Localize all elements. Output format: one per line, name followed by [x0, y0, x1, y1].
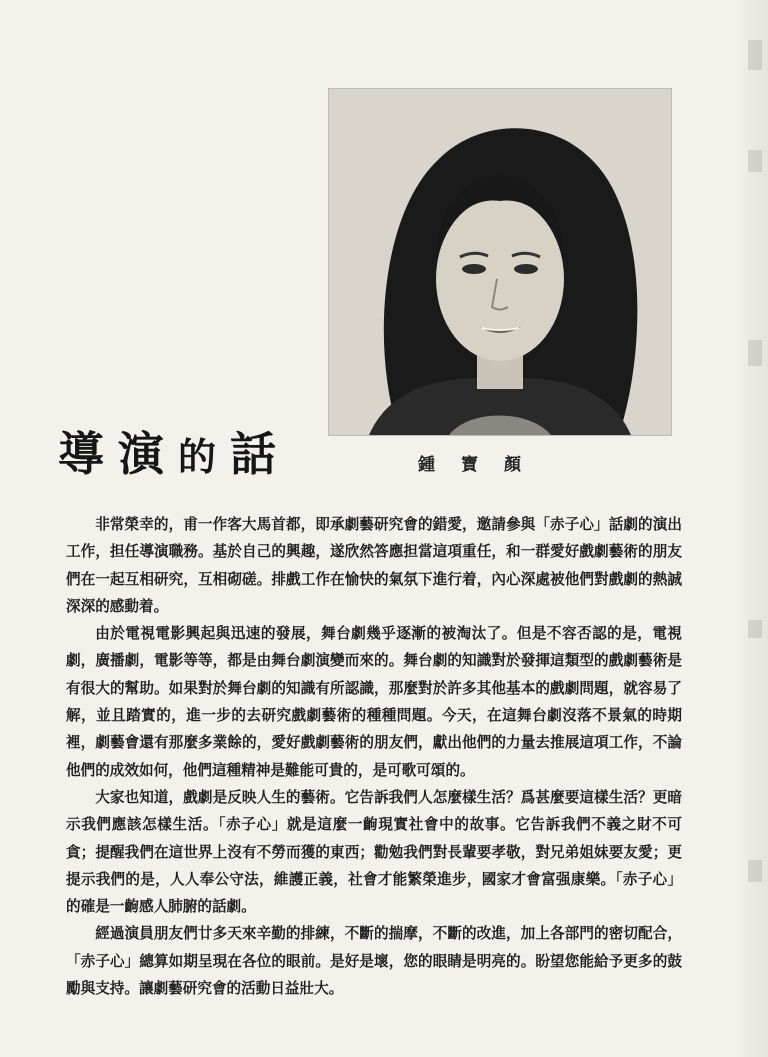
bleed-mark — [748, 860, 762, 882]
paragraph-2: 由於電視電影興起與迅速的發展，舞台劇幾乎逐漸的被淘汰了。但是不容否認的是，電視劇，廣播劇，電影等等，都是由舞台劇演變而來的。舞台劇的知識對於發揮這類型的戲劇藝術是有很大的幫助。如果對於舞台劇的知識有所認識，那麼對於許多其他基本的戲劇問題，就容易了解，並且踏實的，進一步的去研究戲劇藝術的種種問題。今天，在這舞台劇沒落不景氣的時期裡，劇藝會還有那麼多業餘的，愛好戲劇藝術的朋友們，獻出他們的力量去推展這項工作，不論他們的成效如何，他們這種精神是難能可貴的，是可歌可頌的。 — [66, 625, 682, 779]
bleed-mark — [748, 150, 762, 172]
title-part1: 導演 — [58, 427, 178, 481]
portrait-illustration — [329, 89, 671, 435]
paragraph-1: 非常榮幸的，甫一作客大馬首都，即承劇藝研究會的錯愛，邀請參與「赤子心」話劇的演出工作，担任導演職務。基於自己的興趣，遂欣然答應担當這項重任，和一群愛好戲劇藝術的朋友們在一起互相研究，互相砌磋。排戲工作在愉快的氣氛下進行着，內心深處被他們對戲劇的熱誠深深的感動着。 — [66, 516, 682, 615]
author-portrait — [328, 88, 672, 436]
bleed-mark — [748, 340, 762, 366]
paragraph-3: 大家也知道，戲劇是反映人生的藝術。它告訴我們人怎麼樣生活？爲甚麼要這樣生活？更暗示我們應該怎樣生活。「赤子心」就是這麼一齣現實社會中的故事。它告訴我們不義之財不可貪；提醒我們在這世界上沒有不勞而獲的東西；勸勉我們對長輩要孝敬，對兄弟姐妹要友愛；更提示我們的是，人人奉公守法，維護正義，社會才能繁榮進步，國家才會富强康樂。「赤子心」的確是一齣感人肺腑的話劇。 — [66, 788, 682, 916]
bleed-mark — [748, 40, 762, 70]
title-part2: 的 — [178, 434, 231, 479]
author-caption: 鍾寶顏 — [418, 455, 547, 475]
article-body — [66, 511, 682, 1002]
bleed-mark — [748, 620, 762, 638]
paragraph-4: 經過演員朋友們廿多天來辛勤的排練，不斷的揣摩，不斷的改進，加上各部門的密切配合，「赤子心」總算如期呈現在各位的眼前。是好是壞，您的眼睛是明亮的。盼望您能給予更多的鼓勵與支持。讓劇藝研究會的活動日益壯大。 — [66, 925, 682, 998]
title-part3: 話 — [230, 427, 291, 481]
page-title — [58, 418, 290, 484]
